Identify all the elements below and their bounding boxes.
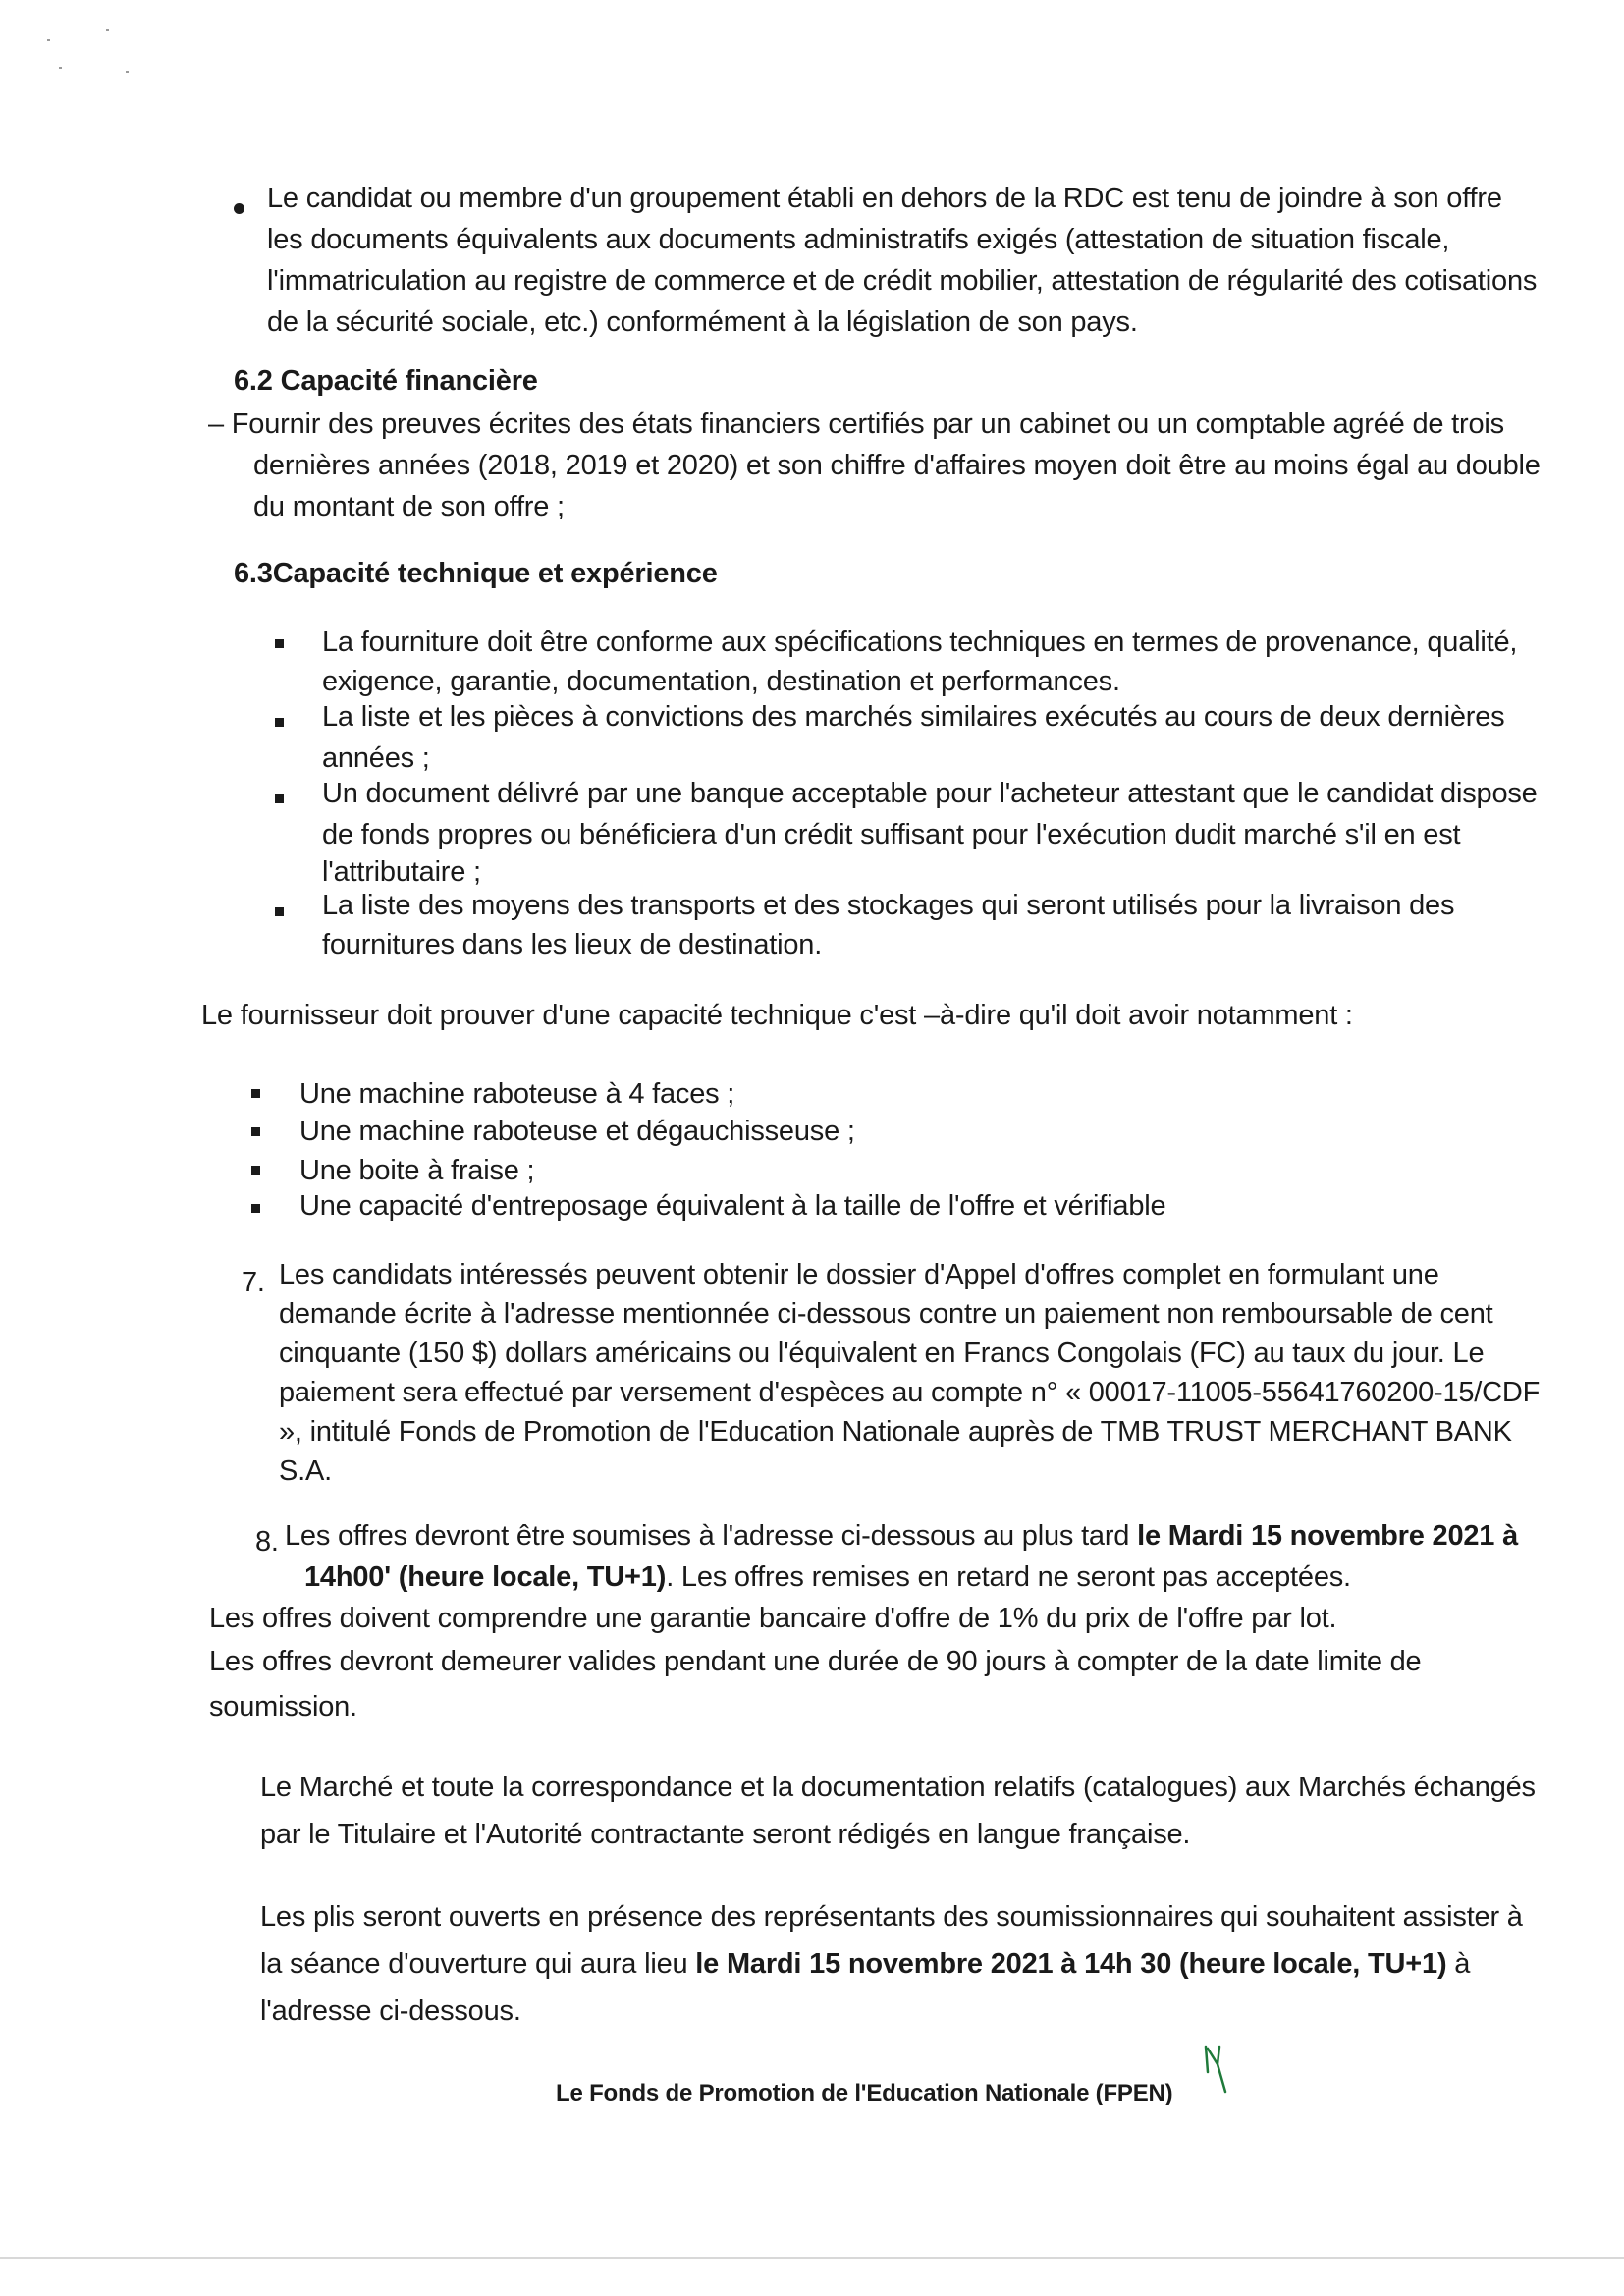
point-7-number: 7.: [242, 1267, 265, 1298]
guarantee-line: Les offres doivent comprendre une garantie bancaire d'offre de 1% du prix de l'offre par lot.: [209, 1603, 1337, 1634]
point-8-deadline: le Mardi 15 novembre 2021 à: [1137, 1520, 1519, 1552]
bullet-square-icon: [275, 718, 284, 727]
requirement-line: exigence, garantie, documentation, destination et performances.: [322, 666, 1120, 697]
point-8-text: . Les offres remises en retard ne seront pas acceptées.: [666, 1561, 1351, 1593]
section-6-2-line: dernières années (2018, 2019 et 2020) et son chiffre d'affaires moyen doit être au moins égal au double: [253, 450, 1541, 481]
bullet-square-icon: [251, 1089, 260, 1098]
supplier-item: Une machine raboteuse à 4 faces ;: [299, 1078, 735, 1110]
bullet-square-icon: [275, 639, 284, 648]
requirement-line: Un document délivré par une banque acceptable pour l'acheteur attestant que le candidat dispose: [322, 778, 1538, 809]
bullet-square-icon: [251, 1166, 260, 1175]
point-8-text: Les offres devront être soumises à l'adresse ci-dessous au plus tard: [285, 1520, 1138, 1552]
supplier-item: Une machine raboteuse et dégauchisseuse ;: [299, 1116, 855, 1147]
language-line: par le Titulaire et l'Autorité contractante seront rédigés en langue française.: [260, 1819, 1191, 1850]
bullet-square-icon: [251, 1204, 260, 1213]
section-6-2-heading: 6.2 Capacité financière: [234, 365, 538, 397]
requirement-line: La fourniture doit être conforme aux spécifications techniques en termes de provenance, qualité,: [322, 627, 1518, 658]
initials-mark-icon: [1200, 2043, 1239, 2121]
language-line: Le Marché et toute la correspondance et la documentation relatifs (catalogues) aux Marchés échangés: [260, 1772, 1536, 1803]
opening-line: Les plis seront ouverts en présence des représentants des soumissionnaires qui souhaitent assister à: [260, 1901, 1523, 1933]
requirement-line: fournitures dans les lieux de destination.: [322, 929, 823, 960]
requirement-line: années ;: [322, 742, 430, 774]
scan-speck: [126, 71, 129, 73]
point-7-line: paiement sera effectué par versement d'espèces au compte n° « 00017-11005-55641760200-15/CDF: [279, 1377, 1541, 1408]
intro-line: Le candidat ou membre d'un groupement établi en dehors de la RDC est tenu de joindre à son offre: [267, 183, 1502, 214]
intro-line: de la sécurité sociale, etc.) conformément à la législation de son pays.: [267, 306, 1138, 338]
opening-text: la séance d'ouverture qui aura lieu: [260, 1948, 696, 1980]
scan-speck: [59, 67, 62, 69]
section-6-3-heading: 6.3Capacité technique et expérience: [234, 558, 718, 589]
scan-speck: [47, 39, 50, 41]
opening-line: [260, 1942, 1470, 1986]
point-7-line: », intitulé Fonds de Promotion de l'Education Nationale auprès de TMB TRUST MERCHANT BANK: [279, 1416, 1512, 1448]
supplier-intro: Le fournisseur doit prouver d'une capacité technique c'est –à-dire qu'il doit avoir notamment :: [201, 1000, 1353, 1031]
requirement-line: de fonds propres ou bénéficiera d'un crédit suffisant pour l'exécution dudit marché s'il en est: [322, 819, 1461, 850]
requirement-line: La liste et les pièces à convictions des marchés similaires exécutés au cours de deux dernières: [322, 701, 1505, 733]
signature-org: Le Fonds de Promotion de l'Education Nationale (FPEN): [556, 2080, 1173, 2106]
scan-speck: [106, 29, 109, 31]
point-7-line: demande écrite à l'adresse mentionnée ci-dessous contre un paiement non remboursable de cent: [279, 1298, 1493, 1330]
validity-line: soumission.: [209, 1691, 357, 1722]
point-8-line-1: [285, 1514, 1518, 1558]
requirement-line: l'attributaire ;: [322, 856, 481, 888]
opening-text: à: [1446, 1948, 1471, 1980]
page-bottom-edge: [0, 2257, 1624, 2259]
supplier-item: Une boite à fraise ;: [299, 1155, 535, 1186]
point-7-line: S.A.: [279, 1455, 332, 1487]
point-7-line: cinquante (150 $) dollars américains ou l'équivalent en Francs Congolais (FC) au taux du jour. Le: [279, 1338, 1485, 1369]
point-7-line: Les candidats intéressés peuvent obtenir le dossier d'Appel d'offres complet en formulant une: [279, 1259, 1439, 1290]
supplier-item: Une capacité d'entreposage équivalent à la taille de l'offre et vérifiable: [299, 1190, 1166, 1222]
intro-line: l'immatriculation au registre de commerce et de crédit mobilier, attestation de régularité des cotisations: [267, 265, 1538, 297]
point-8-number: 8.: [255, 1526, 279, 1558]
bullet-square-icon: [275, 794, 284, 803]
point-8-deadline-time: 14h00' (heure locale, TU+1): [304, 1561, 667, 1593]
bullet-square-icon: [251, 1127, 260, 1136]
validity-line: Les offres devront demeurer valides pendant une durée de 90 jours à compter de la date limite de: [209, 1646, 1422, 1677]
section-6-2-line: du montant de son offre ;: [253, 491, 565, 522]
requirement-line: La liste des moyens des transports et des stockages qui seront utilisés pour la livraison des: [322, 890, 1455, 921]
section-6-2-line: – Fournir des preuves écrites des états financiers certifiés par un cabinet ou un comptable agréé de trois: [208, 409, 1504, 440]
bullet-square-icon: [275, 907, 284, 916]
opening-date: le Mardi 15 novembre 2021 à 14h 30 (heure locale, TU+1): [695, 1948, 1447, 1980]
bullet-dot-icon: [234, 203, 244, 214]
intro-line: les documents équivalents aux documents administratifs exigés (attestation de situation fiscale,: [267, 224, 1450, 255]
point-8-line-2: [304, 1556, 1351, 1599]
opening-line: l'adresse ci-dessous.: [260, 1995, 521, 2027]
